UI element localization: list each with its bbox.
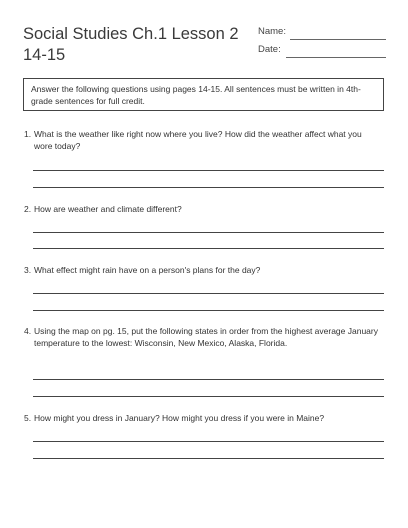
name-label: Name: xyxy=(258,26,286,37)
worksheet-title xyxy=(23,24,243,66)
date-label: Date: xyxy=(258,44,281,55)
answer-line[interactable] xyxy=(33,310,384,311)
answer-line[interactable] xyxy=(33,379,384,380)
answer-line[interactable] xyxy=(33,248,384,249)
answer-line[interactable] xyxy=(33,170,384,171)
answer-line[interactable] xyxy=(33,396,384,397)
date-field[interactable] xyxy=(258,44,386,58)
question-number: 1. xyxy=(24,129,32,139)
question-number: 2. xyxy=(24,204,32,214)
instructions-box: Answer the following questions using pages 14-15. All sentences must be written in 4th-grade sentences for full credit. xyxy=(23,78,384,111)
question-text: What effect might rain have on a person's plans for the day? xyxy=(34,265,261,275)
name-field[interactable] xyxy=(258,26,386,40)
date-blank-line[interactable] xyxy=(286,57,386,58)
answer-line[interactable] xyxy=(33,232,384,233)
answer-line[interactable] xyxy=(33,187,384,188)
answer-line[interactable] xyxy=(33,293,384,294)
answer-line[interactable] xyxy=(33,458,384,459)
name-blank-line[interactable] xyxy=(290,39,386,40)
question-number: 3. xyxy=(24,265,32,275)
title-line-2: 14-15 xyxy=(23,46,66,64)
question-text: What is the weather like right now where you live? How did the weather affect what you wore today? xyxy=(34,129,362,151)
question-number: 4. xyxy=(24,326,32,336)
title-line-1: Social Studies Ch.1 Lesson 2 xyxy=(23,25,239,43)
answer-line[interactable] xyxy=(33,441,384,442)
question-text: Using the map on pg. 15, put the following states in order from the highest average January temperature to the lowest: Wisconsin, New Mexico, Alaska, Florida. xyxy=(34,326,378,348)
question-text: How are weather and climate different? xyxy=(34,204,182,214)
question-text: How might you dress in January? How might you dress if you were in Maine? xyxy=(34,413,325,423)
question-number: 5. xyxy=(24,413,32,423)
